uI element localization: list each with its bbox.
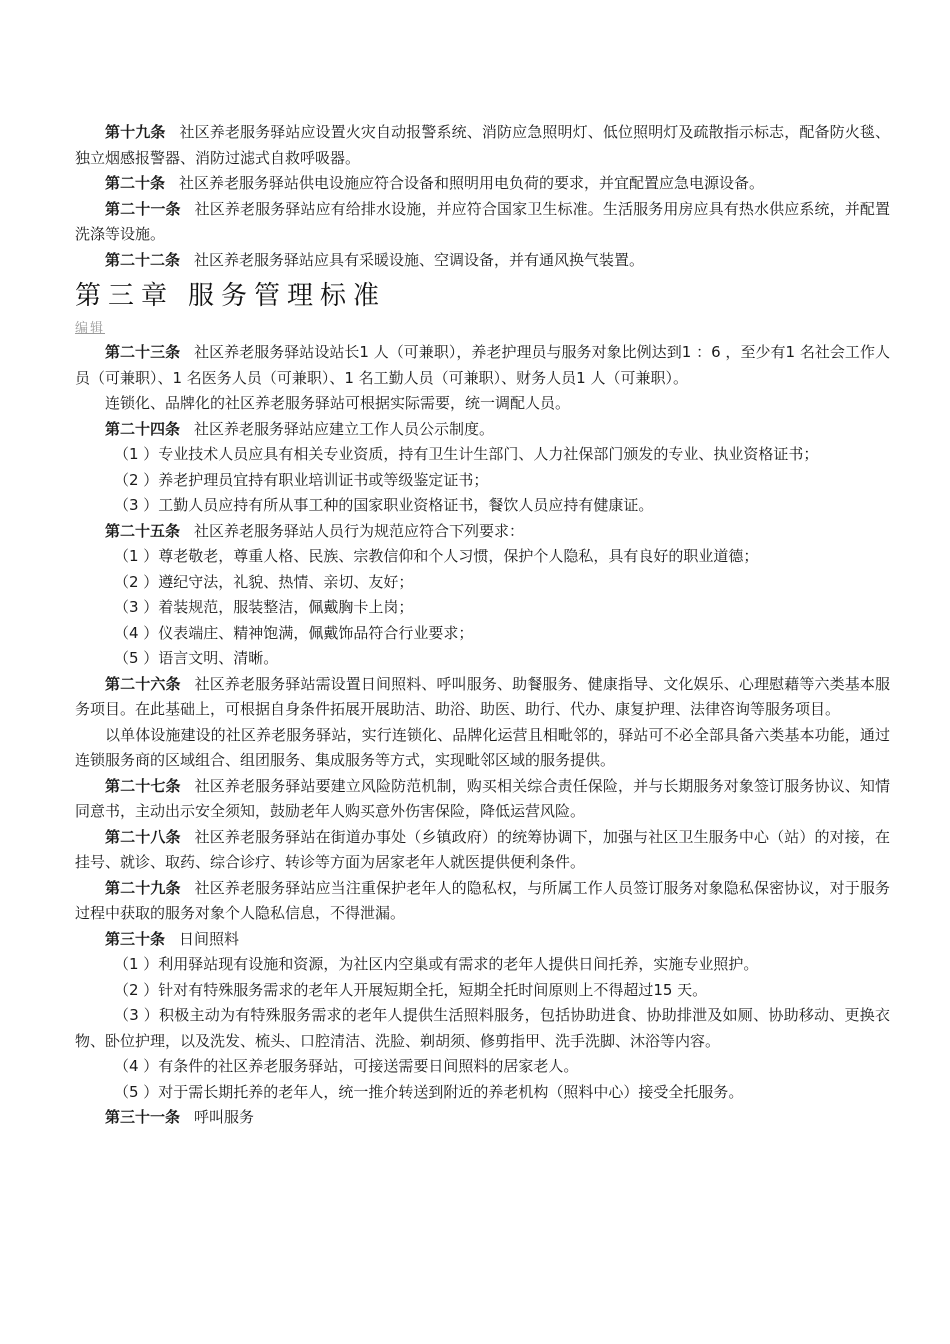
list-item [75, 468, 890, 494]
list-item [75, 978, 890, 1004]
article-paragraph [75, 876, 890, 927]
paragraph-text: （4 ）有条件的社区养老服务驿站，可接送需要日间照料的居家老人。 [114, 1057, 579, 1075]
paragraph-text: 社区养老服务驿站应有给排水设施，并应符合国家卫生标准。生活服务用房应具有热水供应系统，并配置洗涤等设施。 [75, 199, 890, 243]
article-number: 第二十七条 [105, 776, 181, 795]
paragraph-text: （3 ）着装规范，服装整洁，佩戴胸卡上岗； [114, 598, 414, 616]
list-item [75, 621, 890, 647]
paragraph-text: 连锁化、品牌化的社区养老服务驿站可根据实际需要，统一调配人员。 [105, 394, 571, 412]
article-number: 第二十四条 [105, 419, 181, 438]
paragraph-text: （5 ）对于需长期托养的老年人，统一推介转送到附近的养老机构（照料中心）接受全托服务。 [114, 1082, 744, 1101]
article-number: 第二十三条 [105, 343, 181, 361]
article-number: 第十九条 [105, 123, 166, 141]
article-paragraph [75, 120, 890, 171]
list-item [75, 952, 890, 978]
article-number: 第二十六条 [105, 674, 181, 693]
paragraph-text: 社区养老服务驿站设站长1 人（可兼职），养老护理员与服务对象比例达到1 ：6 ，至少有1 名社会工作人员（可兼职）、1 名医务人员（可兼职）、1 名工勤人员（可兼职）、财务人员1 人（可兼职）。 [75, 343, 890, 387]
list-item [75, 1080, 890, 1106]
article-paragraph [75, 197, 890, 248]
paragraph-text: 社区养老服务驿站应建立工作人员公示制度。 [194, 419, 495, 438]
article-number: 第三十一条 [105, 1108, 181, 1126]
paragraph-text: （1 ）尊老敬老，尊重人格、民族、宗教信仰和个人习惯，保护个人隐私，具有良好的职业道德； [114, 547, 759, 565]
document-page [75, 120, 890, 1131]
article-number: 第二十八条 [105, 827, 181, 846]
list-item [75, 646, 890, 672]
paragraph-text: 以单体设施建设的社区养老服务驿站，实行连锁化、品牌化运营且相毗邻的，驿站可不必全部具备六类基本功能，通过连锁服务商的区域组合、组团服务、集成服务等方式，实现毗邻区域的服务提供。 [75, 725, 890, 769]
list-item [75, 442, 890, 468]
article-paragraph [75, 519, 890, 545]
paragraph-text: （2 ）针对有特殊服务需求的老年人开展短期全托，短期全托时间原则上不得超过15 天。 [114, 980, 708, 999]
article-paragraph [75, 1105, 890, 1131]
list-item [75, 493, 890, 519]
article-paragraph [75, 417, 890, 443]
paragraph-text: 社区养老服务驿站供电设施应符合设备和照明用电负荷的要求，并宜配置应急电源设备。 [179, 174, 765, 192]
article-paragraph [75, 927, 890, 953]
article-paragraph [75, 171, 890, 197]
paragraph-text: 社区养老服务驿站要建立风险防范机制，购买相关综合责任保险，并与长期服务对象签订服务协议、知情同意书，主动出示安全须知，鼓励老年人购买意外伤害保险，降低运营风险。 [75, 776, 890, 820]
paragraph-text: 社区养老服务驿站应当注重保护老年人的隐私权，与所属工作人员签订服务对象隐私保密协议，对于服务过程中获取的服务对象个人隐私信息，不得泄漏。 [75, 878, 890, 922]
paragraph-text: 呼叫服务 [194, 1108, 255, 1126]
article-paragraph [75, 825, 890, 876]
chapter-number: 第三章 [75, 281, 175, 311]
body-paragraph [75, 723, 890, 774]
list-item [75, 1054, 890, 1080]
article-number: 第二十九条 [105, 878, 181, 897]
article-paragraph [75, 774, 890, 825]
article-paragraph [75, 672, 890, 723]
paragraph-text: 社区养老服务驿站人员行为规范应符合下列要求： [194, 521, 525, 540]
paragraph-text: （3 ）工勤人员应持有所从事工种的国家职业资格证书，餐饮人员应持有健康证。 [114, 496, 654, 514]
paragraph-text: （4 ）仪表端庄、精神饱满，佩戴饰品符合行业要求； [114, 623, 474, 642]
article-number: 第二十条 [105, 174, 166, 192]
section-before-chapter [75, 120, 890, 273]
article-number: 第二十一条 [105, 199, 181, 218]
paragraph-text: （2 ）养老护理员宜持有职业培训证书或等级鉴定证书； [114, 470, 489, 489]
paragraph-text: （1 ）利用驿站现有设施和资源，为社区内空巢或有需求的老年人提供日间托养，实施专业照护。 [114, 955, 759, 973]
edit-link[interactable]: 编辑 [75, 321, 106, 336]
chapter-heading [75, 279, 890, 313]
list-item [75, 595, 890, 621]
article-number: 第二十二条 [105, 250, 181, 269]
article-number: 第二十五条 [105, 521, 181, 540]
paragraph-text: （3 ）积极主动为有特殊服务需求的老年人提供生活照料服务，包括协助进食、协助排泄及如厕、协助移动、更换衣物、卧位护理，以及洗发、梳头、口腔清洁、洗脸、剃胡须、修剪指甲、洗手洗脚、沐浴等内容。 [75, 1006, 890, 1050]
paragraph-text: 社区养老服务驿站需设置日间照料、呼叫服务、助餐服务、健康指导、文化娱乐、心理慰藉等六类基本服务项目。在此基础上，可根据自身条件拓展开展助洁、助浴、助医、助行、代办、康复护理、法律咨询等服务项目。 [75, 674, 890, 718]
list-item [75, 544, 890, 570]
paragraph-text: 日间照料 [179, 929, 240, 948]
list-item [75, 1003, 890, 1054]
article-paragraph [75, 248, 890, 274]
paragraph-text: 社区养老服务驿站在街道办事处（乡镇政府）的统筹协调下，加强与社区卫生服务中心（站）的对接，在挂号、就诊、取药、综合诊疗、转诊等方面为居家老年人就医提供便利条件。 [75, 827, 890, 871]
paragraph-text: （1 ）专业技术人员应具有相关专业资质，持有卫生计生部门、人力社保部门颁发的专业、执业资格证书； [114, 445, 819, 463]
chapter-title: 服务管理标准 [188, 281, 387, 311]
paragraph-text: （2 ）遵纪守法，礼貌、热情、亲切、友好； [114, 572, 414, 591]
section-after-chapter [75, 340, 890, 1131]
article-paragraph [75, 340, 890, 391]
body-paragraph [75, 391, 890, 417]
list-item [75, 570, 890, 596]
paragraph-text: 社区养老服务驿站应设置火灾自动报警系统、消防应急照明灯、低位照明灯及疏散指示标志，配备防火毯、独立烟感报警器、消防过滤式自救呼吸器。 [75, 123, 890, 167]
paragraph-text: 社区养老服务驿站应具有采暖设施、空调设备，并有通风换气装置。 [194, 250, 645, 269]
paragraph-text: （5 ）语言文明、清晰。 [114, 649, 279, 667]
article-number: 第三十条 [105, 929, 166, 948]
